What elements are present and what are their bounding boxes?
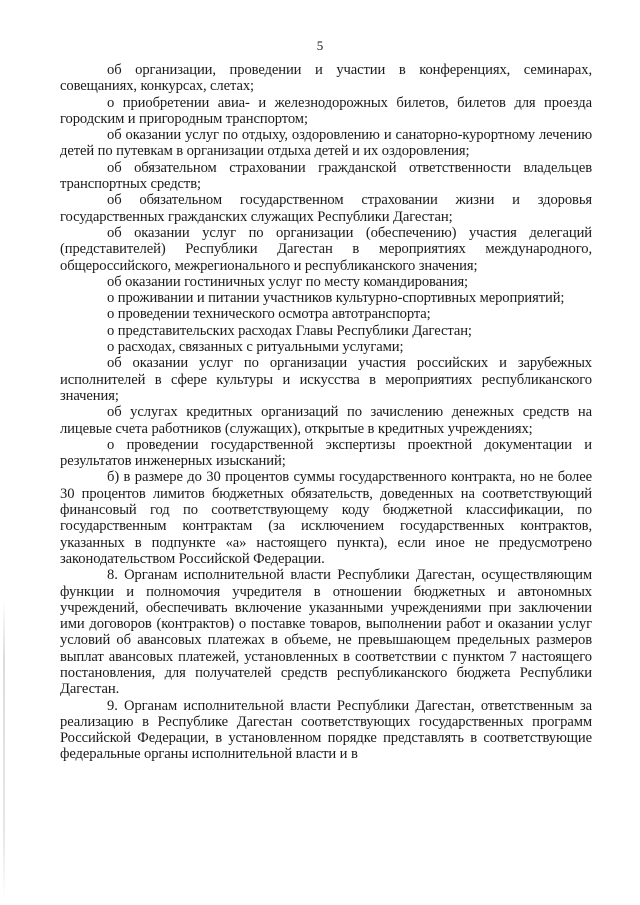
page-number: 5 bbox=[316, 38, 324, 53]
scan-edge-shadow bbox=[3, 600, 5, 900]
paragraph-item-9: 9. Органам исполнительной власти Республики Дагестан, ответственным за реализацию в Республике Дагестан соответствующих государственных программ Российской Федерации, в установленном порядке представлять в соответствующие федеральные органы исполнительной власти и в bbox=[60, 697, 592, 763]
paragraph-children-rest: об оказании услуг по отдыху, оздоровлению и санаторно-курортному лечению детей по путевкам в организации отдыха детей и их оздоровления; bbox=[60, 127, 592, 160]
paragraph-conferences: об организации, проведении и участии в конференциях, семинарах, совещаниях, конкурсах, слетах; bbox=[60, 62, 592, 95]
paragraph-subpoint-b: б) в размере до 30 процентов суммы государственного контракта, но не более 30 процентов лимитов бюджетных обязательств, доведенных на соответствующий финансовый год по соответствующему коду бюджетной классификации, по государственным контрактам (за исключением государственных контрактов, указанных в подпункте «а» настоящего пункта), если иное не предусмотрено законодательством Российской Федерации. bbox=[60, 469, 592, 567]
paragraph-credit-organizations: об услугах кредитных организаций по зачислению денежных средств на лицевые счета работников (служащих), открытые в кредитных учреждениях; bbox=[60, 404, 592, 437]
paragraph-item-8: 8. Органам исполнительной власти Республики Дагестан, осуществляющим функции и полномочия учредителя в отношении бюджетных и автономных учреждений, обеспечивать включение указанными учреждениями при заключении ими договоров (контрактов) о поставке товаров, выполнении работ и оказании услуг условий об авансовых платежах в объеме, не превышающем предельных размеров выплат авансовых платежей, установленных в соответствии с пунктом 7 настоящего постановления, для получателей средств республиканского бюджета Республики Дагестан. bbox=[60, 567, 592, 698]
paragraph-inspection: о проведении технического осмотра автотранспорта; bbox=[107, 306, 431, 323]
paragraph-accommodation: о проживании и питании участников культурно-спортивных мероприятий; bbox=[107, 290, 565, 307]
paragraph-representative-expenses: о представительских расходах Главы Республики Дагестан; bbox=[107, 322, 472, 339]
paragraph-life-insurance: об обязательном государственном страховании жизни и здоровья государственных гражданских служащих Республики Дагестан; bbox=[60, 192, 592, 225]
paragraph-culture-performers: об оказании услуг по организации участия российских и зарубежных исполнителей в сфере культуры и искусства в мероприятиях республиканского значения; bbox=[60, 355, 592, 404]
paragraph-hotel: об оказании гостиничных услуг по месту командирования; bbox=[107, 273, 469, 290]
paragraph-state-expertise: о проведении государственной экспертизы проектной документации и результатов инженерных изысканий; bbox=[60, 436, 592, 470]
paragraph-delegations: об оказании услуг по организации (обеспечению) участия делегаций (представителей) Республики Дагестан в мероприятиях международного, общероссийского, межрегионального и республиканского значения; bbox=[60, 224, 592, 274]
document-body bbox=[60, 62, 592, 763]
paragraph-tickets: о приобретении авиа- и железнодорожных билетов, билетов для проезда городским и пригородным транспортом; bbox=[60, 94, 592, 127]
paragraph-vehicle-insurance: об обязательном страховании гражданской ответственности владельцев транспортных средств; bbox=[60, 159, 592, 193]
paragraph-ritual-services: о расходах, связанных с ритуальными услугами; bbox=[107, 339, 404, 356]
